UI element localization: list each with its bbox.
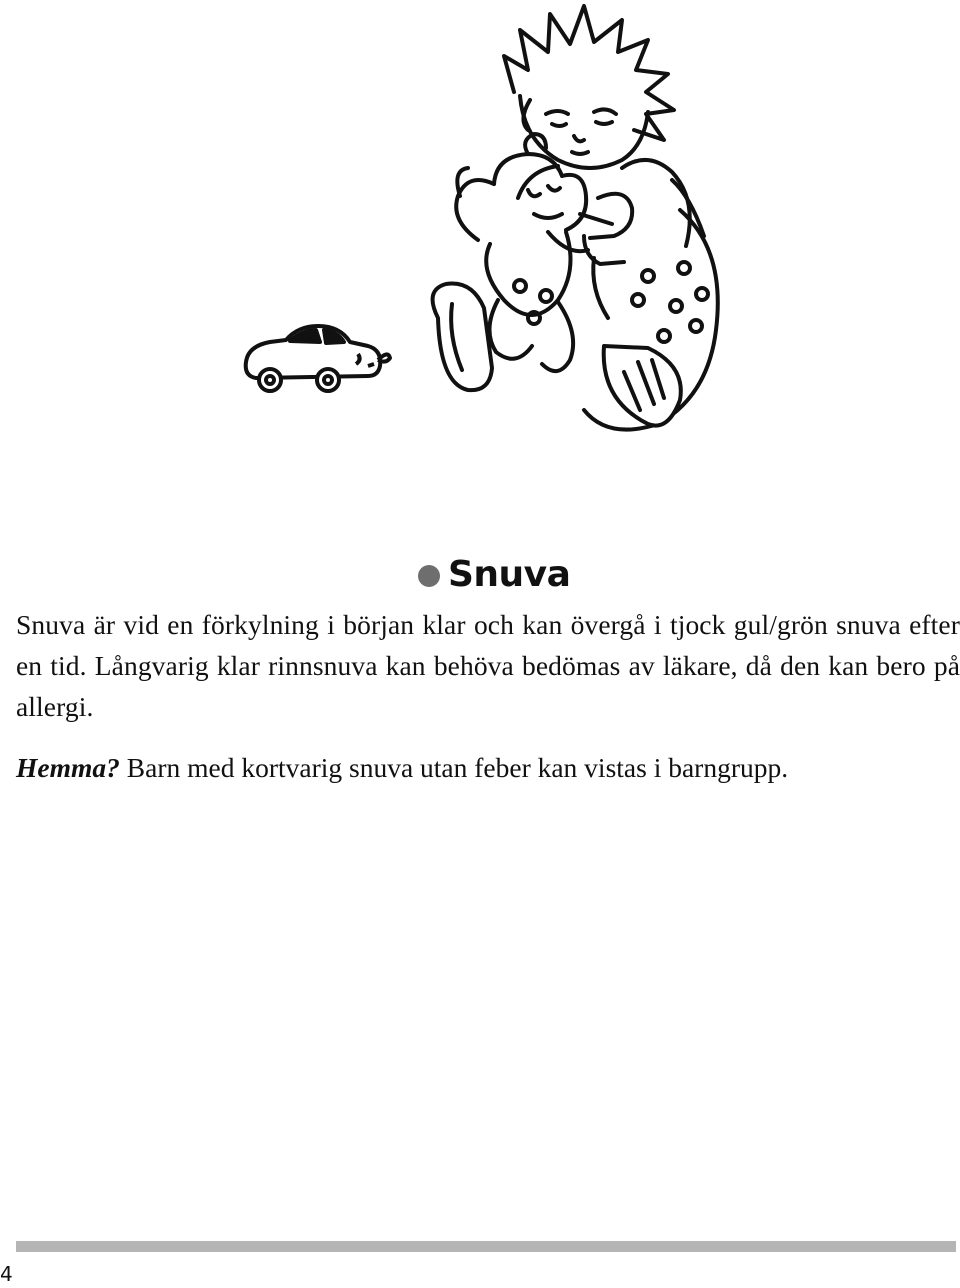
child-teddy-illustration: [228, 0, 748, 440]
bullet-icon: [418, 565, 440, 587]
child-figure-icon: [433, 6, 718, 430]
note-label: Hemma?: [16, 752, 120, 783]
toy-car-icon: [246, 326, 390, 391]
footer-rule: [16, 1241, 956, 1252]
note-text: Barn med kortvarig snuva utan feber kan vistas i barngrupp.: [119, 752, 789, 783]
body-paragraph: Snuva är vid en förkylning i början klar och kan övergå i tjock gul/grön snuva efter en tid. Långvarig klar rinnsnuva kan behöva bedömas av läkare, då den kan bero på allergi.: [16, 609, 960, 722]
section-heading: [418, 552, 570, 596]
home-note: [16, 747, 960, 788]
section-title: Snuva: [448, 553, 571, 595]
page-number: 4: [0, 1262, 13, 1286]
